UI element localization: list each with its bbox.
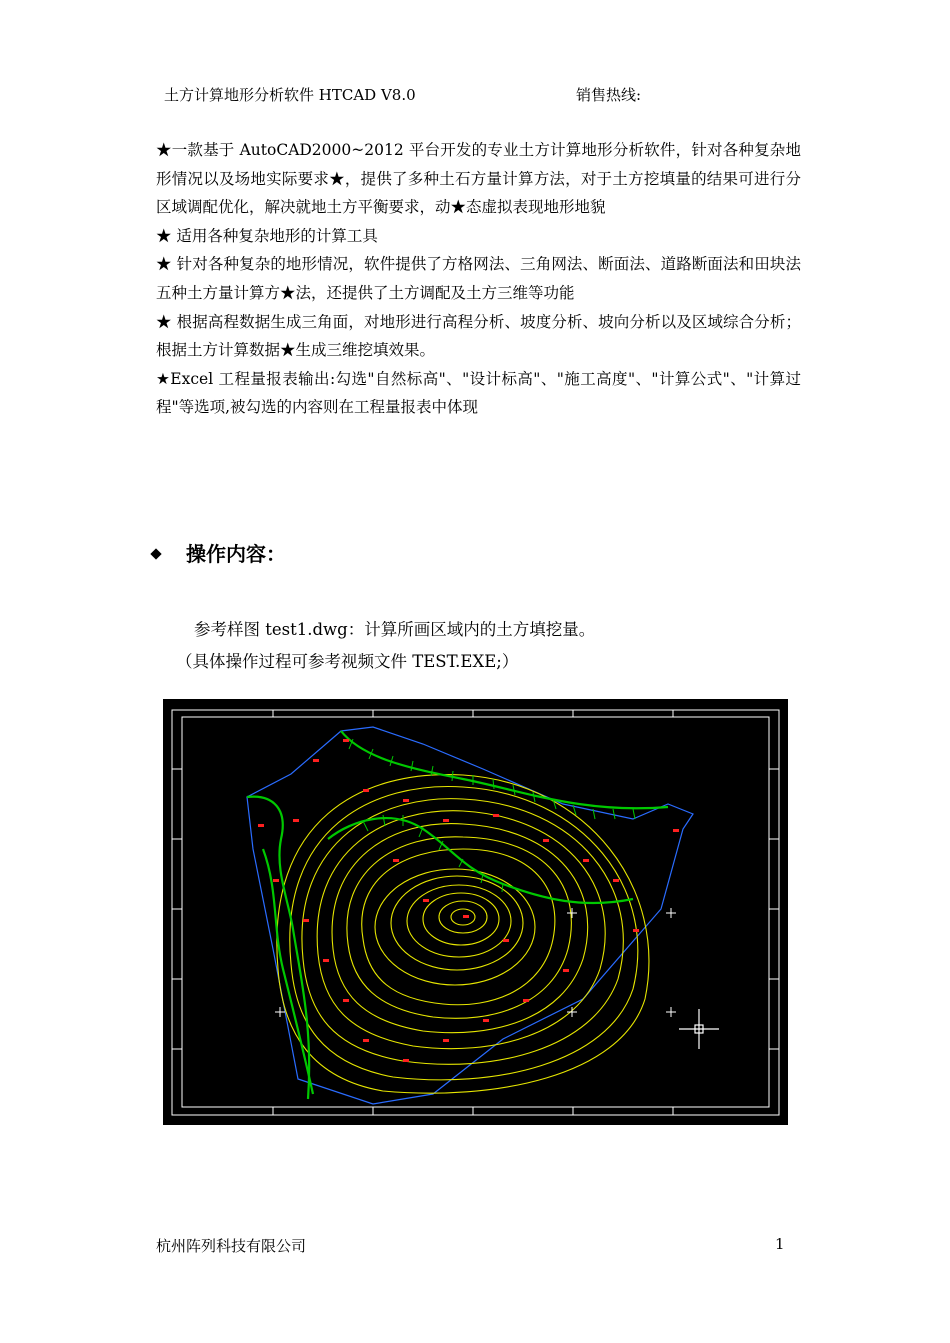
frame-ticks <box>172 710 779 1115</box>
page-header <box>0 84 950 108</box>
section-title-text: 操作内容： <box>186 542 286 566</box>
intro-paragraph: ★一款基于 AutoCAD2000~2012 平台开发的专业土方计算地形分析软件，针对各种复杂地形情况以及场地实际要求★，提供了多种土石方量计算方法，对于土方挖填量的结果可进行分区域调配优化，解决就地土方平衡要求，动★态虚拟表现地形地貌 <box>156 141 801 217</box>
inner-frame <box>182 717 769 1107</box>
site-boundary <box>247 727 693 1104</box>
intro-paragraph: ★ 根据高程数据生成三角面，对地形进行高程分析、坡度分析、坡向分析以及区域综合分析；根据土方计算数据★生成三维挖填效果。 <box>156 312 801 360</box>
cad-figure <box>163 699 788 1125</box>
cursor-crosshair-icon <box>679 1009 719 1049</box>
intro-text <box>156 136 801 422</box>
reference-line-1: 参考样图 test1.dwg：计算所画区域内的土方填挖量。 <box>194 620 596 639</box>
outer-frame <box>172 710 779 1115</box>
diamond-bullet-icon <box>150 548 161 559</box>
contour-lines <box>277 775 649 1094</box>
page-number: 1 <box>775 1235 785 1253</box>
reference-line-2: （具体操作过程可参考视频文件 TEST.EXE;） <box>176 652 519 671</box>
intro-paragraph: ★ 适用各种复杂地形的计算工具 <box>156 226 378 245</box>
header-title: 土方计算地形分析软件 HTCAD V8.0 <box>164 86 416 104</box>
intro-paragraph: ★Excel 工程量报表输出:勾选"自然标高"、"设计标高"、"施工高度"、"计算公式"、"计算过程"等选项,被勾选的内容则在工程量报表中体现 <box>156 369 801 417</box>
contour-map-svg <box>163 699 788 1125</box>
footer-company: 杭州阵列科技有限公司 <box>156 1237 307 1255</box>
intro-paragraph: ★ 针对各种复杂的地形情况，软件提供了方格网法、三角网法、断面法、道路断面法和田块法五种土方量计算方★法，还提供了土方调配及土方三维等功能 <box>156 255 801 302</box>
header-hotline: 销售热线: <box>576 86 642 104</box>
section-heading <box>152 538 286 567</box>
